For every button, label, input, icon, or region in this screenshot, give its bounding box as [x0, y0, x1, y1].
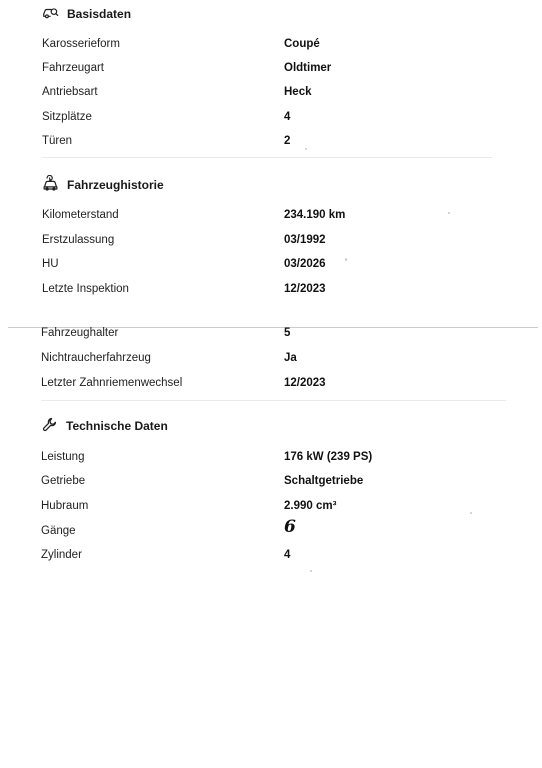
row-value: 12/2023 — [284, 377, 326, 389]
row-value: 03/2026 — [284, 258, 326, 270]
row-label: Nichtraucherfahrzeug — [41, 352, 151, 364]
row-value: 234.190 km — [284, 209, 346, 221]
row-value: 5 — [284, 327, 291, 339]
row-value: 2 — [284, 135, 291, 147]
wrench-icon — [41, 416, 58, 436]
row-value: 4 — [284, 111, 291, 123]
scan-speck — [470, 512, 472, 514]
row-value: 4 — [284, 549, 291, 561]
car-search-icon — [42, 4, 59, 24]
section-divider — [41, 400, 506, 401]
row-label: Fahrzeugart — [42, 62, 105, 74]
row-value: Heck — [284, 86, 312, 98]
section-title-fahrzeughistorie — [42, 175, 164, 195]
row-label: HU — [42, 258, 59, 270]
section-title-text: Fahrzeughistorie — [67, 178, 164, 192]
row-label: Getriebe — [41, 475, 86, 487]
section-title-technische-daten — [41, 416, 168, 436]
row-value: Schaltgetriebe — [284, 475, 364, 487]
row-label: Sitzplätze — [42, 111, 92, 123]
row-label: Letzter Zahnriemenwechsel — [41, 377, 183, 389]
row-label: Zylinder — [41, 549, 82, 561]
row-value: Coupé — [284, 38, 320, 50]
row-value-handwritten: 6 — [284, 517, 296, 537]
row-label: Kilometerstand — [42, 209, 119, 221]
row-value: 12/2023 — [284, 283, 326, 295]
car-history-icon — [42, 175, 59, 195]
row-value: 176 kW (239 PS) — [284, 451, 373, 463]
row-value: Oldtimer — [284, 62, 332, 74]
section-title-text: Basisdaten — [67, 7, 132, 21]
row-value: 2.990 cm³ — [284, 500, 337, 512]
row-label: Letzte Inspektion — [42, 283, 129, 295]
scan-speck — [448, 212, 450, 214]
row-label: Antriebsart — [42, 86, 98, 98]
section-title-basisdaten — [42, 4, 131, 24]
scan-speck — [310, 570, 312, 572]
row-value: 03/1992 — [284, 234, 326, 246]
row-label: Fahrzeughalter — [41, 327, 119, 339]
scan-speck — [345, 258, 347, 261]
row-label: Türen — [42, 135, 73, 147]
row-value: Ja — [284, 352, 297, 364]
row-label: Karosserieform — [42, 38, 120, 50]
row-label: Erstzulassung — [42, 234, 115, 246]
row-label: Leistung — [41, 451, 85, 463]
section-divider — [42, 157, 492, 158]
row-label: Gänge — [41, 525, 76, 537]
row-label: Hubraum — [41, 500, 89, 512]
scan-speck — [305, 148, 307, 150]
section-title-text: Technische Daten — [66, 419, 168, 433]
